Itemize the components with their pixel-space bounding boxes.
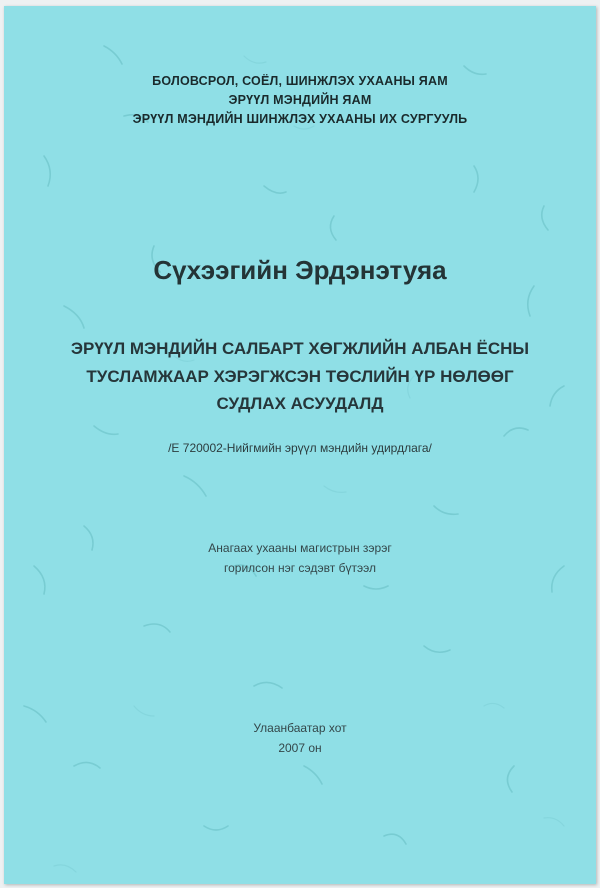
degree-statement: [4, 538, 596, 578]
specialty-code: /Е 720002-Нийгмийн эрүүл мэндийн удирдлага/: [168, 441, 432, 455]
ministry-health: ЭРҮҮЛ МЭНДИЙН ЯАМ: [228, 93, 372, 107]
university-name: ЭРҮҮЛ МЭНДИЙН ШИНЖЛЭХ УХААНЫ ИХ СУРГУУЛЬ: [132, 112, 468, 126]
thesis-title-line: СУДЛАХ АСУУДАЛД: [216, 394, 384, 413]
degree-line: горилсон нэг сэдэвт бүтээл: [224, 561, 376, 575]
thesis-title: [4, 335, 596, 418]
institution-header: [4, 72, 596, 129]
degree-line: Анагаах ухааны магистрын зэрэг: [208, 541, 392, 555]
ministry-education: БОЛОВСРОЛ, СОЁЛ, ШИНЖЛЭХ УХААНЫ ЯАМ: [152, 74, 448, 88]
thesis-title-line: ЭРҮҮЛ МЭНДИЙН САЛБАРТ ХӨГЖЛИЙН АЛБАН ЁСНЫ: [70, 339, 530, 358]
place-and-year: [4, 718, 596, 758]
cover-page: [4, 6, 596, 884]
author-name: Сүхээгийн Эрдэнэтуяа: [153, 255, 447, 285]
year-line: 2007 он: [278, 741, 322, 755]
thesis-title-line: ТУСЛАМЖААР ХЭРЭГЖСЭН ТӨСЛИЙН ҮР НӨЛӨӨГ: [86, 366, 514, 386]
city-line: Улаанбаатар хот: [253, 721, 347, 735]
